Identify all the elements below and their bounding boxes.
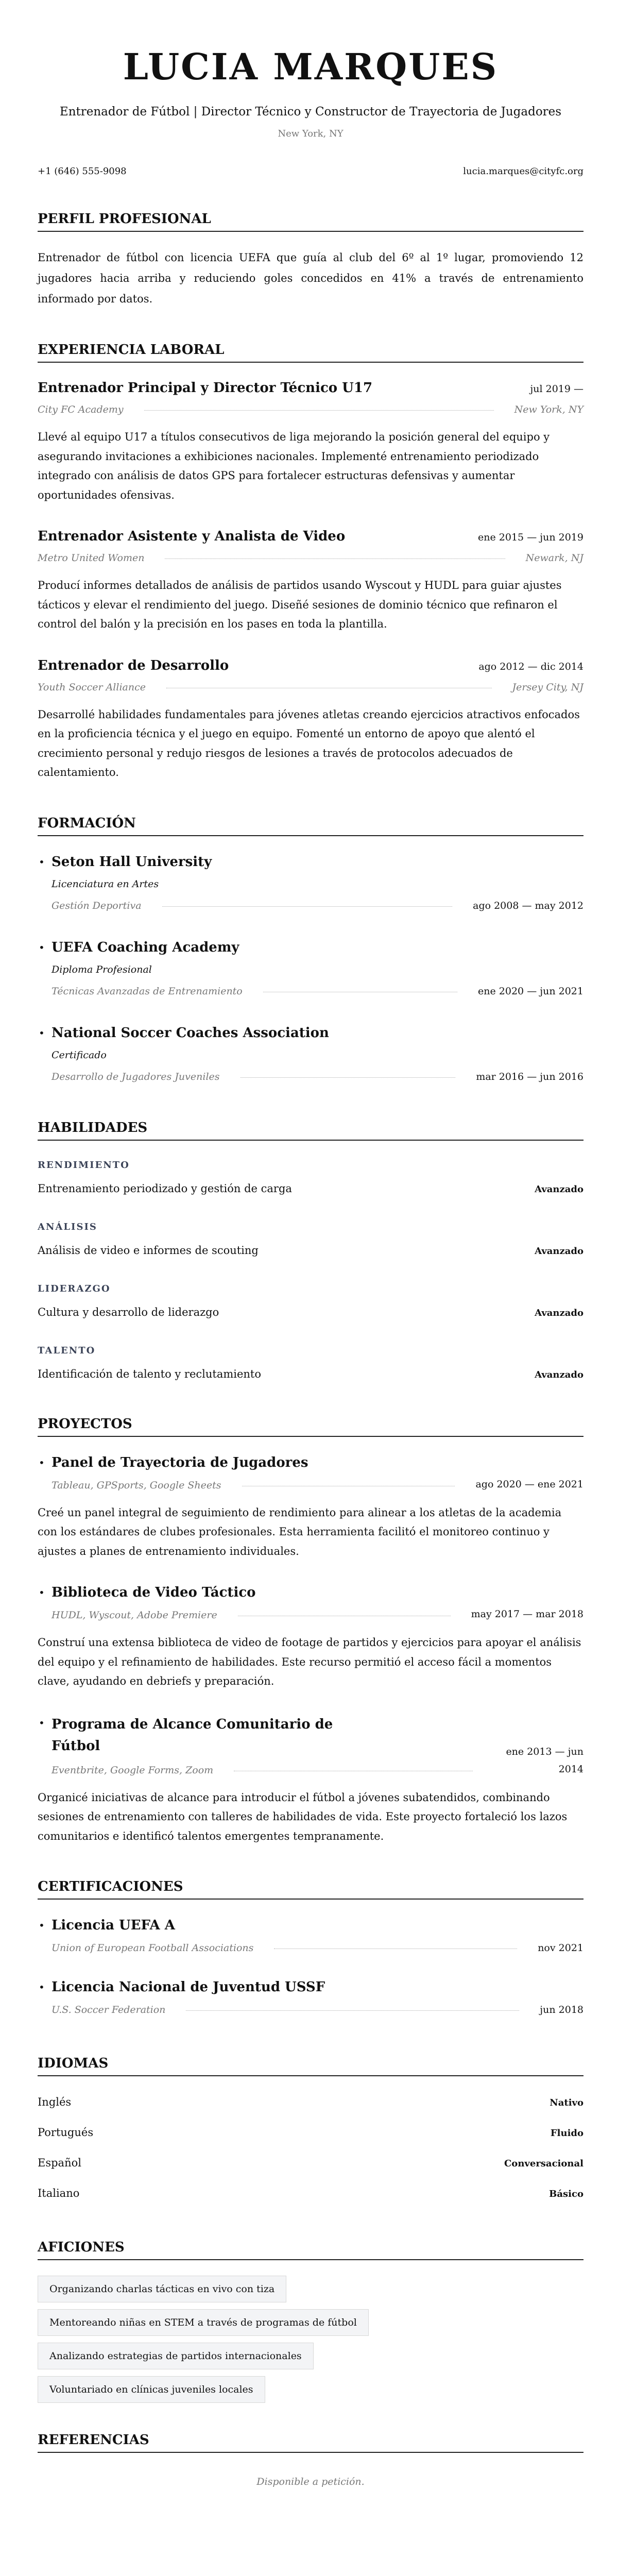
education-meta [52, 1066, 583, 1087]
skill-row [38, 1366, 583, 1383]
dotted-leader [241, 1077, 456, 1078]
candidate-location: New York, NY [278, 128, 344, 139]
dotted-leader [162, 906, 453, 907]
project-title: • Panel de Trayectoria de Jugadores [52, 1454, 308, 1470]
project-heading-block [52, 1583, 471, 1623]
job-date: jul 2019 — [530, 383, 583, 395]
skill-row [38, 1242, 583, 1260]
certifications-section [38, 1878, 583, 2018]
language-row [38, 2185, 583, 2202]
language-name: Portugués [38, 2126, 94, 2139]
candidate-headline: Entrenador de Fútbol | Director Técnico y Constructor de Trayectoria de Jugadores [59, 105, 562, 118]
education-date: mar 2016 — jun 2016 [476, 1071, 583, 1082]
section-heading: AFICIONES [38, 2239, 583, 2260]
section-heading: EXPERIENCIA LABORAL [38, 341, 583, 363]
references-text: Disponible a petición. [256, 2476, 365, 2487]
skill-category: TALENTO [38, 1345, 96, 1356]
dotted-leader [186, 2010, 519, 2011]
job-meta [38, 680, 583, 695]
project-header [52, 1583, 583, 1623]
education-entry [38, 853, 583, 916]
project-date: may 2017 — mar 2018 [471, 1608, 583, 1620]
languages-section [38, 2055, 583, 2202]
section-heading: IDIOMAS [38, 2055, 583, 2076]
language-name: Italiano [38, 2187, 80, 2199]
project-tech: Eventbrite, Google Forms, Zoom [52, 1764, 214, 1776]
project-description: Construí una extensa biblioteca de video de footage de partidos y ejercicios para apoyar el análisis del equipo y el refinamiento de habilidades. Este recurso permitió el acceso fácil a momentos clave, ayudando en debriefs y preparación. [38, 1636, 581, 1687]
language-level: Conversacional [504, 2158, 583, 2169]
project-date: ene 2013 — jun 2014 [506, 1745, 583, 1775]
education-date: ene 2020 — jun 2021 [478, 985, 583, 997]
projects-section [38, 1415, 583, 1846]
education-section [38, 815, 583, 1087]
job-description: Llevé al equipo U17 a títulos consecutivos de liga mejorando la posición general del equipo y asegurando invitaciones a exhibiciones nacionales. Implementé entrenamiento periodizado integrado con análisis de datos GPS para fortalecer estructuras defensivas y aumentar oportunidades ofensivas. [38, 431, 550, 501]
language-row [38, 2155, 583, 2172]
section-heading: FORMACIÓN [38, 815, 583, 836]
job-location: Newark, NJ [525, 552, 583, 564]
job-entry [38, 379, 583, 505]
language-level: Básico [549, 2189, 583, 2199]
hobby-list [38, 2276, 583, 2403]
skill-level: Avanzado [535, 1369, 583, 1380]
project-heading-block [52, 1714, 493, 1778]
project-entry [38, 1583, 583, 1691]
language-level: Nativo [550, 2097, 583, 2108]
job-header [38, 527, 583, 546]
education-date: ago 2008 — may 2012 [473, 900, 583, 911]
section-heading: CERTIFICACIONES [38, 1878, 583, 1900]
references-section [38, 2431, 583, 2487]
project-description: Organicé iniciativas de alcance para introducir el fútbol a jóvenes subatendidos, combinando sesiones de entrenamiento con talleres de habilidades de vida. Este proyecto fortaleció los lazos comunitarios e identificó talentos emergentes tempranamente. [38, 1791, 568, 1842]
section-heading: HABILIDADES [38, 1119, 583, 1141]
certification-date: nov 2021 [538, 1942, 583, 1954]
company: Metro United Women [38, 552, 145, 564]
project-tech: HUDL, Wyscout, Adobe Premiere [52, 1609, 217, 1621]
dotted-leader [144, 410, 494, 411]
language-row [38, 2094, 583, 2111]
skill-row [38, 1180, 583, 1198]
experience-section [38, 341, 583, 783]
skill-level: Avanzado [535, 1245, 583, 1257]
project-header [52, 1714, 583, 1778]
skills-section [38, 1119, 583, 1383]
job-header [38, 379, 583, 397]
skill-name: Identificación de talento y reclutamiento [38, 1367, 262, 1380]
project-description: Creé un panel integral de seguimiento de rendimiento para alinear a los atletas de la academia con los estándares de clubes profesionales. Esta herramienta facilitó el monitoreo continuo y ajustes a planes de entrenamiento individuales. [38, 1506, 562, 1557]
project-meta [52, 1478, 475, 1493]
summary-text: Entrenador de fútbol con licencia UEFA que guía al club del 6º al 1º lugar, promoviendo 12 jugadores hacia arriba y reduciendo goles concedidos en 41% a través de entrenamiento informado por datos. [38, 251, 583, 305]
institution: • UEFA Coaching Academy [52, 939, 239, 955]
certification-issuer: U.S. Soccer Federation [52, 2004, 166, 2015]
skill-category: RENDIMIENTO [38, 1159, 130, 1171]
skill-category: ANÁLISIS [38, 1221, 97, 1232]
language-name: Inglés [38, 2096, 72, 2108]
certification-date: jun 2018 [540, 2004, 583, 2015]
skill-category: LIDERAZGO [38, 1283, 111, 1294]
certification-meta [52, 1940, 583, 1956]
hobby-chip: Organizando charlas tácticas en vivo con tiza [38, 2276, 286, 2302]
job-meta [38, 550, 583, 566]
company: City FC Academy [38, 404, 124, 415]
certification-entry [38, 1978, 583, 2018]
job-date: ago 2012 — dic 2014 [478, 660, 583, 672]
contact-row [38, 164, 583, 179]
job-entry [38, 527, 583, 634]
candidate-name: LUCIA MARQUES [123, 45, 499, 88]
job-location: New York, NY [514, 404, 583, 415]
project-title: • Programa de Alcance Comunitario de Fútbol [52, 1716, 333, 1754]
section-heading: PROYECTOS [38, 1415, 583, 1437]
section-heading: PERFIL PROFESIONAL [38, 210, 583, 232]
job-header [38, 656, 583, 675]
education-meta [52, 981, 583, 1002]
skill-name: Entrenamiento periodizado y gestión de carga [38, 1182, 292, 1195]
institution: • Seton Hall University [52, 854, 212, 870]
job-meta [38, 402, 583, 417]
project-header [52, 1453, 583, 1493]
hobby-chip: Analizando estrategias de partidos internacionales [38, 2343, 314, 2369]
project-tech: Tableau, GPSports, Google Sheets [52, 1479, 221, 1491]
project-entry [38, 1714, 583, 1846]
phone[interactable]: +1 (646) 555-9098 [38, 166, 127, 177]
education-entry [38, 938, 583, 1002]
skill-name: Análisis de video e informes de scouting [38, 1244, 259, 1257]
skill-level: Avanzado [535, 1307, 583, 1318]
project-meta [52, 1607, 471, 1623]
job-title: Entrenador Principal y Director Técnico U17 [38, 380, 373, 396]
summary-section [38, 210, 583, 309]
skill-name: Cultura y desarrollo de liderazgo [38, 1306, 219, 1318]
job-location: Jersey City, NJ [512, 681, 583, 693]
education-entry [38, 1024, 583, 1087]
degree: Licenciatura en Artes [52, 878, 159, 890]
project-date: ago 2020 — ene 2021 [475, 1478, 583, 1490]
field-of-study: Gestión Deportiva [52, 900, 142, 911]
degree: Diploma Profesional [52, 963, 152, 975]
certification-title: • Licencia UEFA A [52, 1918, 175, 1933]
hobby-chip: Voluntariado en clínicas juveniles locales [38, 2376, 265, 2403]
certification-issuer: Union of European Football Associations [52, 1942, 254, 1954]
project-title: • Biblioteca de Video Táctico [52, 1585, 256, 1600]
project-heading-block [52, 1453, 475, 1493]
company: Youth Soccer Alliance [38, 681, 146, 693]
dotted-leader [165, 558, 505, 559]
field-of-study: Desarrollo de Jugadores Juveniles [52, 1071, 220, 1082]
job-entry [38, 656, 583, 783]
project-entry [38, 1453, 583, 1562]
job-description: Producí informes detallados de análisis de partidos usando Wyscout y HUDL para guiar ajustes tácticos y elevar el rendimiento del juego. Diseñé sesiones de dominio técnico que refinaron el control del balón y la precisión en los pases en toda la plantilla. [38, 579, 562, 630]
job-date: ene 2015 — jun 2019 [478, 532, 583, 543]
hobby-chip: Mentoreando niñas en STEM a través de programas de fútbol [38, 2309, 369, 2336]
job-title: Entrenador Asistente y Analista de Video [38, 529, 346, 544]
job-title: Entrenador de Desarrollo [38, 657, 229, 673]
skill-row [38, 1304, 583, 1321]
section-heading: REFERENCIAS [38, 2431, 583, 2453]
certification-meta [52, 2002, 583, 2018]
hobbies-section [38, 2239, 583, 2403]
field-of-study: Técnicas Avanzadas de Entrenamiento [52, 985, 243, 997]
project-meta [52, 1762, 493, 1778]
education-meta [52, 895, 583, 916]
email[interactable]: lucia.marques@cityfc.org [463, 166, 583, 177]
language-level: Fluido [550, 2128, 583, 2139]
institution: • National Soccer Coaches Association [52, 1025, 329, 1041]
certification-title: • Licencia Nacional de Juventud USSF [52, 1979, 325, 1995]
skill-level: Avanzado [535, 1183, 583, 1195]
degree: Certificado [52, 1049, 107, 1061]
dotted-leader [274, 1948, 517, 1949]
language-row [38, 2124, 583, 2142]
certification-entry [38, 1916, 583, 1956]
resume-header [38, 0, 583, 179]
job-description: Desarrollé habilidades fundamentales para jóvenes atletas creando ejercicios atractivos enfocados en la proficiencia técnica y el juego en equipo. Fomenté un entorno de apoyo que alentó el crecimiento personal y redujo riesgos de lesiones a través de protocolos adecuados de calentamiento. [38, 708, 580, 778]
language-name: Español [38, 2157, 81, 2169]
